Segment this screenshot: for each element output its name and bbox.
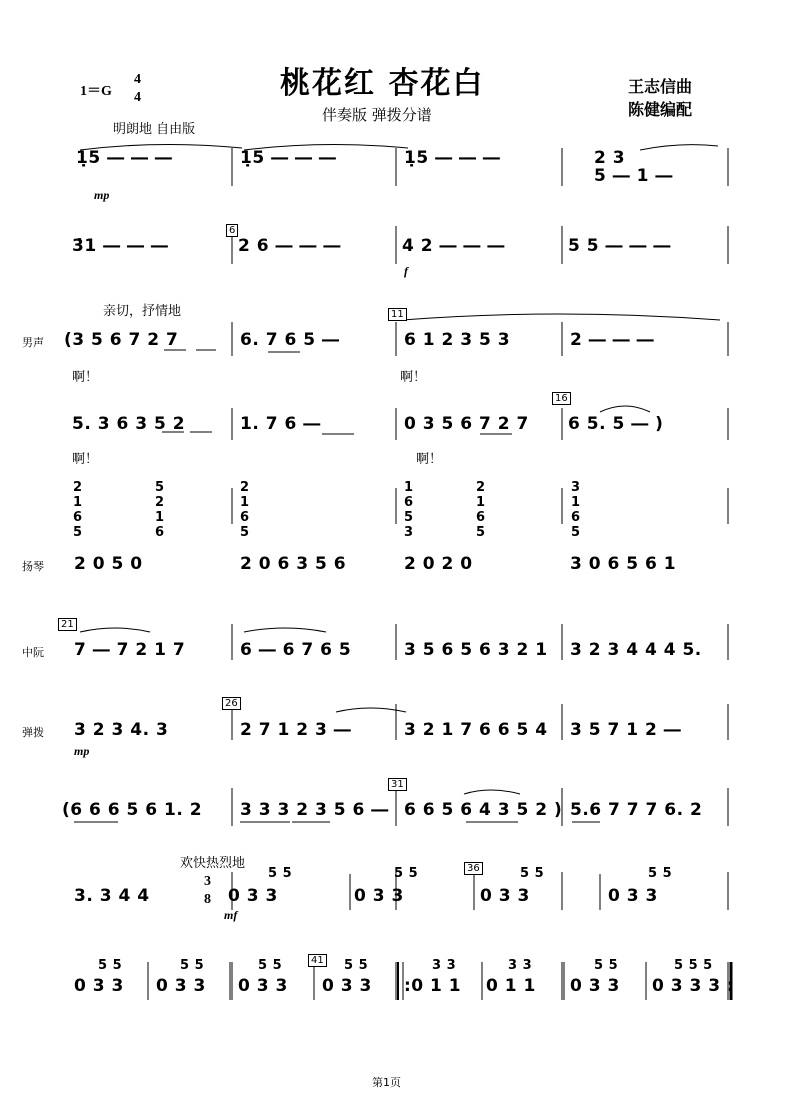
measure-number: 31 — [388, 778, 407, 791]
measure: 7 ― 7 2 1 7 — [74, 640, 186, 660]
chord-column: 2 1 6 5 — [73, 480, 83, 540]
measure-number: 41 — [308, 954, 327, 967]
measure-top: 5 5 — [268, 866, 293, 881]
measure: 0 3 3 — [608, 886, 658, 906]
chord-column: 5 2 1 6 — [155, 480, 165, 540]
measure: 6 1 2 3 5 3 — [404, 330, 511, 350]
measure-top: 5 5 — [520, 866, 545, 881]
measure-top: 5 5 — [98, 958, 123, 973]
measure: 0 3 3 3 : — [652, 976, 735, 996]
measure: (6 6 6 5 6 1. 2 — [62, 800, 203, 820]
measure: 0 3 3 — [354, 886, 404, 906]
measure: 0 3 3 — [570, 976, 620, 996]
measure: 2 0 5 0 — [74, 554, 143, 574]
time-signature-num: 4 — [134, 72, 141, 87]
measure: 1̣5 ― ― ― — [240, 148, 337, 168]
measure: 2 ― ― ― — [570, 330, 655, 350]
measure-number: 26 — [222, 697, 241, 710]
page-title: 桃花红 杏花白 — [280, 66, 485, 101]
measure-number: 16 — [552, 392, 571, 405]
dynamic-mf: mf — [224, 908, 238, 922]
instrument-label-tanbo: 弹拨 — [22, 726, 44, 739]
measure: 3. 3 4 4 — [74, 886, 150, 906]
measure: 0 3 3 — [228, 886, 278, 906]
lyric: 啊！ — [72, 370, 99, 385]
slur — [80, 628, 150, 632]
measure: 2 0 6 3 5 6 — [240, 554, 347, 574]
measure-top: 5 5 — [594, 958, 619, 973]
measure: 5 ― 1 ― — [594, 166, 673, 186]
slur — [464, 790, 520, 794]
measure-top: 3 3 — [432, 958, 457, 973]
measure: 0 3 3 — [480, 886, 530, 906]
subtitle: 伴奏版 弹拨分谱 — [322, 106, 432, 124]
time-signature-den: 4 — [134, 90, 141, 105]
measure: 2 0 2 0 — [404, 554, 473, 574]
measure: 6 6 5 6 4 3 5 2 ) — [404, 800, 563, 820]
key-signature: 1＝G — [80, 84, 112, 99]
arranger: 陈健编配 — [628, 100, 693, 119]
instrument-label-voice: 男声 — [22, 336, 44, 349]
measure-number: 6 — [226, 224, 238, 237]
measure: 1̣5 ― ― ― — [404, 148, 501, 168]
measure: 3 2 1 7 6 6 5 4 — [404, 720, 548, 740]
measure: (3 5 6 7 2 7 — [64, 330, 179, 350]
chord-column: 3 1 6 5 — [571, 480, 581, 540]
slur — [600, 406, 650, 412]
measure: 2 6 ― ― ― — [238, 236, 341, 256]
measure: 0 3 3 — [156, 976, 206, 996]
measure: 0 3 5 6 7 2 7 — [404, 414, 529, 434]
measure: 3 3 3 2 3 5 6 ― — [240, 800, 389, 820]
chord-column: 2 1 6 5 — [240, 480, 250, 540]
measure: 3̇1 ― ― ― — [72, 236, 169, 256]
instrument-label-zhongruan: 中阮 — [22, 646, 44, 659]
measure-top: 5 5 — [180, 958, 205, 973]
time-signature-den: 8 — [204, 892, 211, 907]
time-signature-num: 3 — [204, 874, 211, 889]
measure-number: 11 — [388, 308, 407, 321]
measure: 5. 3 6 3 5 2 — [72, 414, 186, 434]
measure: 2 7 1 2 3 ― — [240, 720, 352, 740]
composer: 王志信曲 — [628, 77, 693, 96]
measure-top: 5 5 — [258, 958, 283, 973]
measure-top: 3 3 — [508, 958, 533, 973]
measure: 5 5 ― ― ― — [568, 236, 671, 256]
instrument-label-yangqin: 扬琴 — [22, 560, 44, 573]
measure: 1. 7 6 ― — [240, 414, 321, 434]
lyric: 啊！ — [416, 452, 443, 467]
measure: 3 2 3 4. 3 — [74, 720, 169, 740]
measure: 6 ― 6 7 6 5 — [240, 640, 352, 660]
measure: 6 5. 5 ― ) — [568, 414, 664, 434]
measure-top: 5 5 — [344, 958, 369, 973]
dynamic-mp: mp — [94, 188, 110, 202]
page-number: 第1页 — [372, 1076, 401, 1089]
tempo-marking: 明朗地 自由版 — [113, 122, 196, 137]
measure: 4 2 ― ― ― — [402, 236, 505, 256]
chord-column: 2 1 6 5 — [476, 480, 486, 540]
chord-column: 1 6 5 3 — [404, 480, 414, 540]
slur — [640, 145, 718, 150]
lyric: 啊！ — [400, 370, 427, 385]
measure: 3 5 7 1 2 ― — [570, 720, 682, 740]
measure: 0 3 3 — [238, 976, 288, 996]
slur — [402, 314, 720, 320]
measure: 0 3 3 — [322, 976, 372, 996]
measure: 3 5 6 5 6 3 2 1 — [404, 640, 548, 660]
slur — [244, 628, 326, 632]
measure: 6. 7 6 5 ― — [240, 330, 340, 350]
measure-number: 36 — [464, 862, 483, 875]
measure: 1̣5 ― ― ― — [76, 148, 173, 168]
dynamic-f: f — [404, 264, 408, 278]
measure-top: 5 5 — [648, 866, 673, 881]
measure: 3 2 3 4 4 4 5. — [570, 640, 702, 660]
measure: :0 1 1 — [404, 976, 462, 996]
measure-top: 5 5 5 — [674, 958, 713, 973]
tempo-marking-2: 亲切，抒情地 — [103, 304, 182, 319]
dynamic-mp: mp — [74, 744, 90, 758]
measure: 3 0 6 5 6 1 — [570, 554, 677, 574]
lyric: 啊！ — [72, 452, 99, 467]
tempo-marking-3: 欢快热烈地 — [180, 856, 246, 871]
measure: 0 3 3 — [74, 976, 124, 996]
measure-top: 5 5 — [394, 866, 419, 881]
measure-number: 21 — [58, 618, 77, 631]
measure-top: 2 3 — [594, 148, 626, 168]
measure: 5.6 7 7 7 6. 2 — [570, 800, 703, 820]
measure: 0 1 1 — [486, 976, 536, 996]
